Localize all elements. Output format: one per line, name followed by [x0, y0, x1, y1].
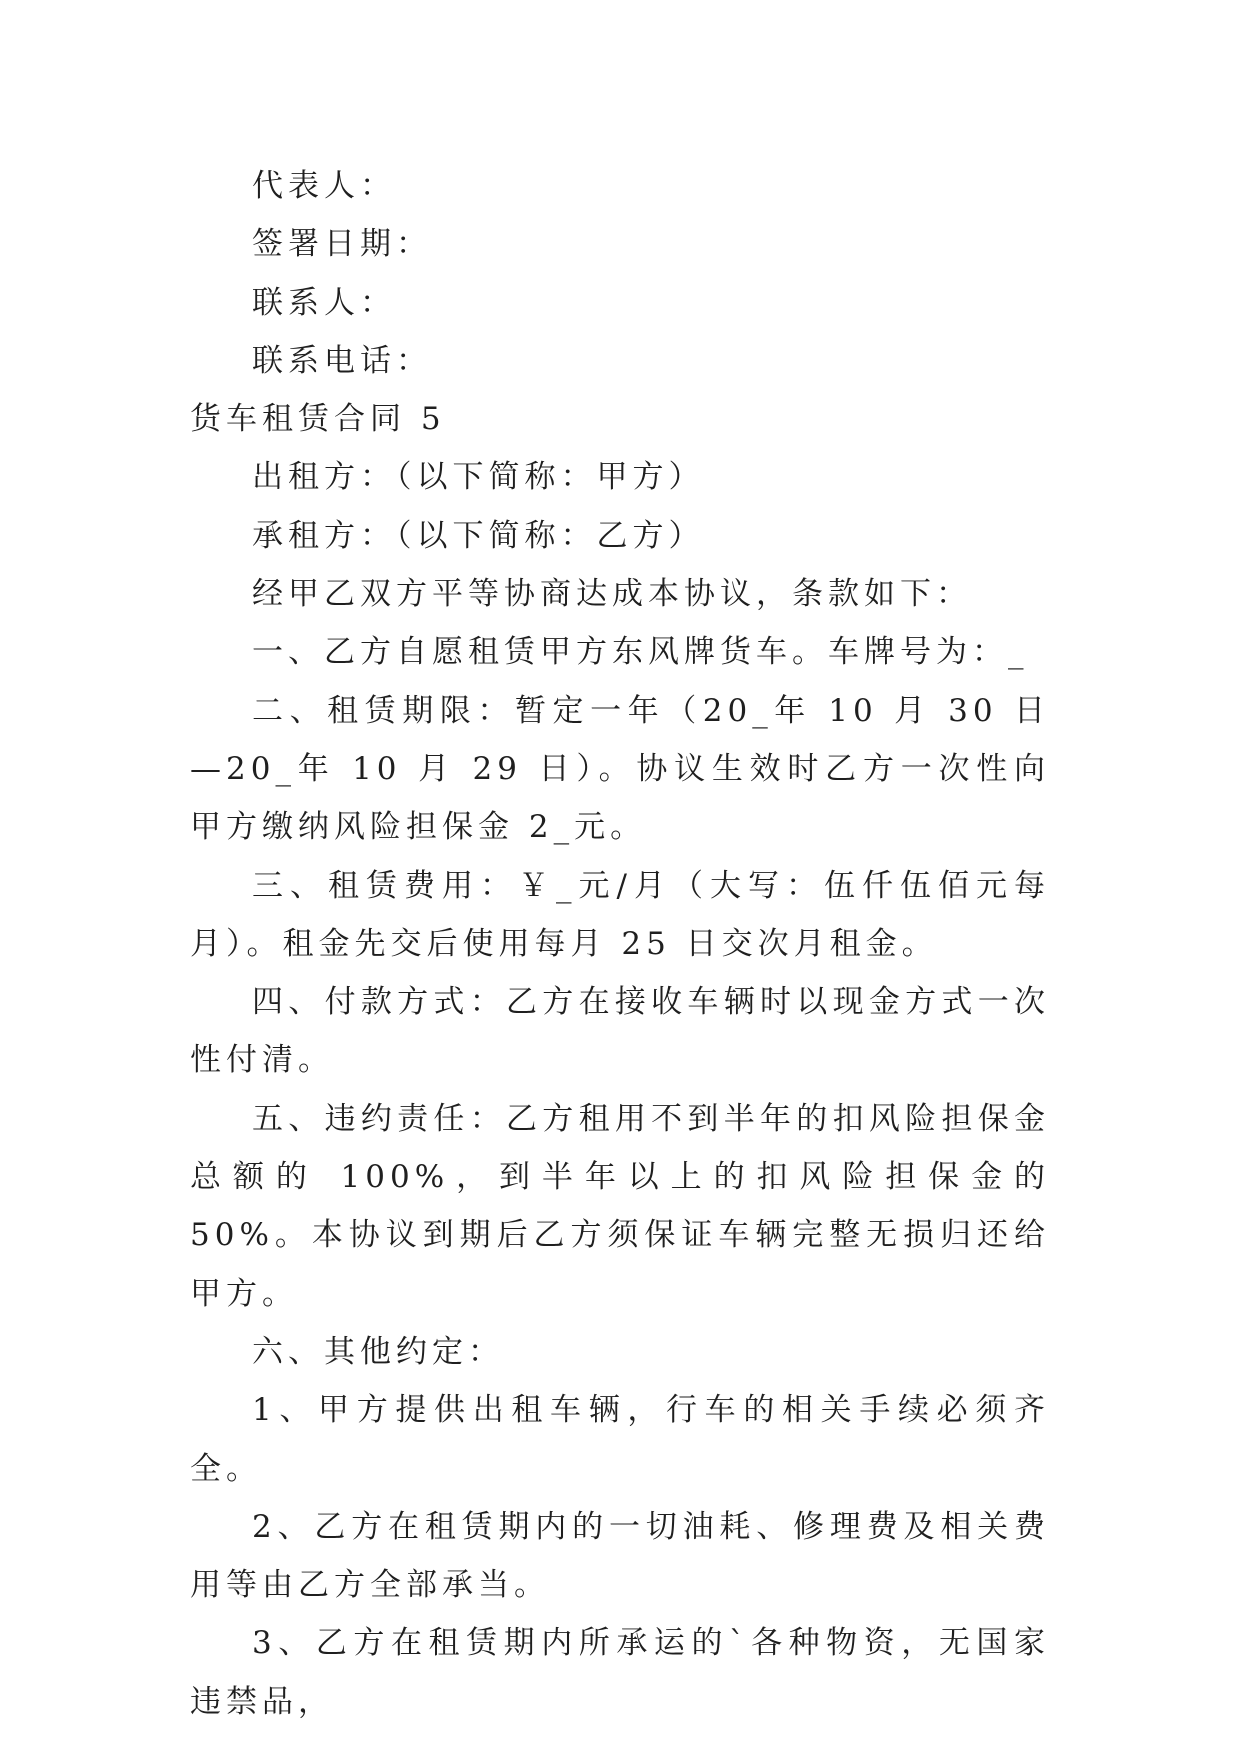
clause-6: 六、其他约定： — [252, 1333, 504, 1370]
lessor-line: 出租方：（以下简称：甲方） — [252, 459, 705, 496]
clause-3: 三、租赁费用：￥_元/月（大写：伍仟伍佰元每月）。租金先交后使用每月 25 日交次月租金。 — [190, 867, 1050, 962]
clause-4: 四、付款方式：乙方在接收车辆时以现金方式一次性付清。 — [190, 984, 1050, 1079]
signing-date-line: 签署日期： — [252, 226, 432, 263]
agreement-intro: 经甲乙双方平等协商达成本协议，条款如下： — [252, 576, 972, 613]
document-page — [190, 157, 1050, 1731]
clause-2: 二、租赁期限：暂定一年（20_年 10 月 30 日—20_年 10 月 29 日）。协议生效时乙方一次性向甲方缴纳风险担保金 2_元。 — [190, 692, 1050, 846]
lessee-line: 承租方：（以下简称：乙方） — [252, 517, 705, 554]
clause-6-item-1: 1、甲方提供出租车辆，行车的相关手续必须齐全。 — [190, 1392, 1050, 1487]
contact-person-line: 联系人： — [252, 284, 396, 321]
contact-phone-line: 联系电话： — [252, 342, 432, 379]
clause-6-item-2: 2、乙方在租赁期内的一切油耗、修理费及相关费用等由乙方全部承当。 — [190, 1508, 1050, 1604]
contract-heading: 货车租赁合同 5 — [190, 401, 446, 438]
representative-line: 代表人： — [252, 168, 396, 204]
clause-5: 五、违约责任：乙方租用不到半年的扣风险担保金总额的 100%，到半年以上的扣风险担保金的 50%。本协议到期后乙方须保证车辆完整无损归还给甲方。 — [190, 1100, 1050, 1312]
clause-6-item-3: 3、乙方在租赁期内所承运的`各种物资，无国家违禁品， — [190, 1625, 1050, 1720]
clause-1: 一、乙方自愿租赁甲方东风牌货车。车牌号为：_ — [252, 634, 1029, 671]
